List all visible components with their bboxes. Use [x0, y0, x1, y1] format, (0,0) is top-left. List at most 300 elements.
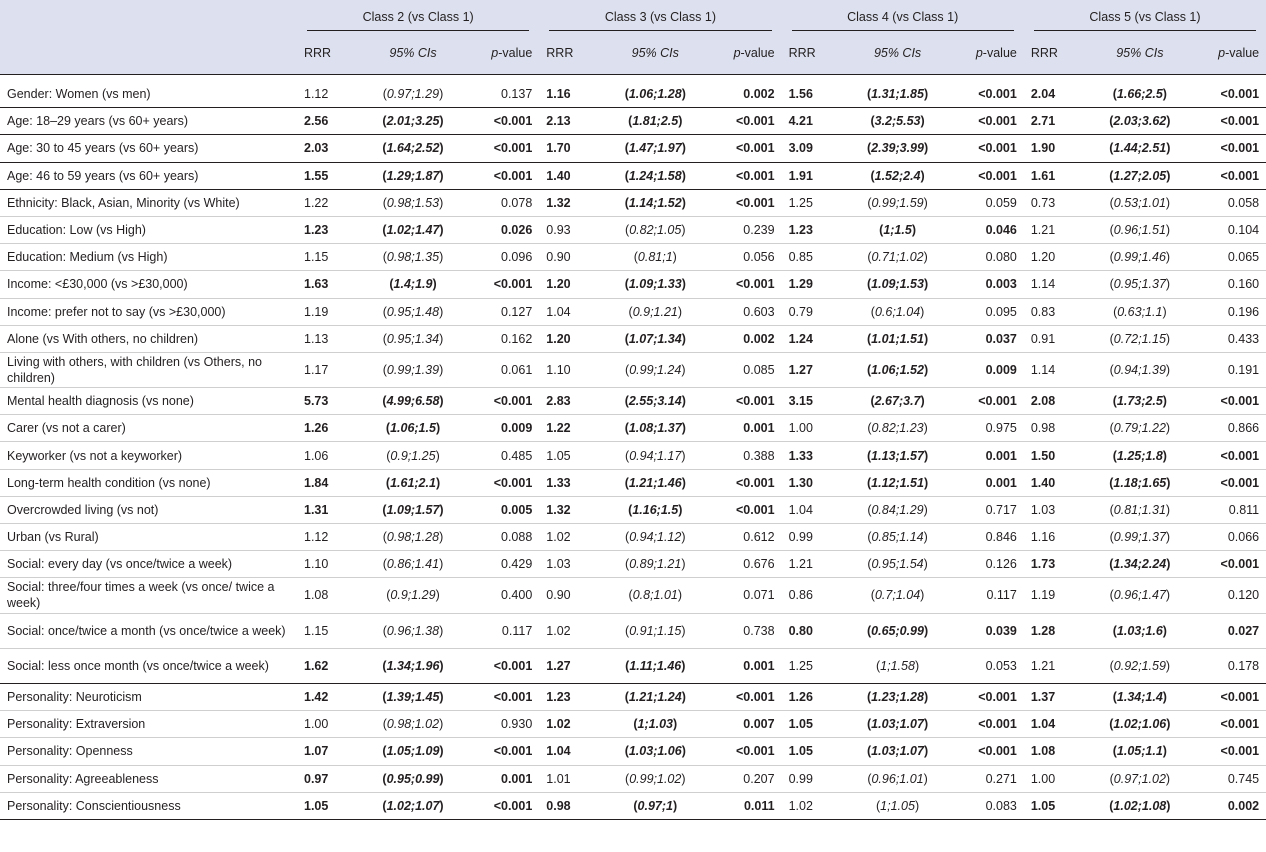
rrr-cell: 1.32	[539, 189, 600, 216]
rrr-cell: 1.01	[539, 765, 600, 792]
ci-cell: (1.64;2.52)	[358, 135, 468, 162]
rrr-cell: 1.05	[539, 442, 600, 469]
rrr-cell: 1.05	[1024, 792, 1085, 819]
p-value-cell: 0.056	[710, 244, 781, 271]
p-value-cell: 0.002	[710, 75, 781, 108]
p-value-cell: 0.126	[953, 551, 1024, 578]
ci-cell: (3.2;5.53)	[843, 108, 953, 135]
p-value-cell: 0.811	[1195, 496, 1266, 523]
rrr-cell: 1.03	[539, 551, 600, 578]
p-value-cell: <0.001	[953, 683, 1024, 710]
ci-cell: (1.52;2.4)	[843, 162, 953, 189]
p-value-column-header: p-value	[468, 31, 539, 75]
table-row	[0, 388, 1266, 415]
p-value-cell: 0.001	[953, 442, 1024, 469]
rrr-cell: 2.83	[539, 388, 600, 415]
rrr-cell: 0.86	[782, 578, 843, 613]
ci-cell: (1.29;1.87)	[358, 162, 468, 189]
row-label: Personality: Openness	[0, 738, 297, 765]
rrr-cell: 1.37	[1024, 683, 1085, 710]
ci-cell: (1.03;1.07)	[843, 711, 953, 738]
table-row	[0, 683, 1266, 710]
row-label: Carer (vs not a carer)	[0, 415, 297, 442]
rrr-cell: 1.26	[297, 415, 358, 442]
rrr-cell: 2.08	[1024, 388, 1085, 415]
ci-cell: (1.81;2.5)	[600, 108, 710, 135]
rrr-cell: 1.20	[539, 271, 600, 298]
ci-cell: (0.91;1.15)	[600, 613, 710, 648]
row-label: Ethnicity: Black, Asian, Minority (vs White)	[0, 189, 297, 216]
row-label: Urban (vs Rural)	[0, 524, 297, 551]
p-value-cell: <0.001	[1195, 683, 1266, 710]
p-value-cell: <0.001	[1195, 388, 1266, 415]
p-value-cell: <0.001	[1195, 442, 1266, 469]
ci-cell: (0.9;1.25)	[358, 442, 468, 469]
ci-cell: (1.02;1.08)	[1085, 792, 1195, 819]
p-value-cell: 0.738	[710, 613, 781, 648]
ci-cell: (0.63;1.1)	[1085, 298, 1195, 325]
rrr-column-header: RRR	[539, 31, 600, 75]
table-row	[0, 578, 1266, 613]
rrr-cell: 1.26	[782, 683, 843, 710]
ci-cell: (1.06;1.52)	[843, 352, 953, 387]
p-value-cell: 0.104	[1195, 216, 1266, 243]
ci-cell: (0.82;1.23)	[843, 415, 953, 442]
ci-cell: (0.96;1.47)	[1085, 578, 1195, 613]
p-value-cell: 0.001	[953, 469, 1024, 496]
rrr-cell: 0.83	[1024, 298, 1085, 325]
ci-cell: (0.95;0.99)	[358, 765, 468, 792]
corner-cell	[0, 0, 297, 31]
table-row	[0, 244, 1266, 271]
rrr-cell: 0.99	[782, 765, 843, 792]
rrr-cell: 1.20	[1024, 244, 1085, 271]
row-label: Education: Low (vs High)	[0, 216, 297, 243]
p-value-cell: <0.001	[468, 271, 539, 298]
ci-cell: (0.97;1)	[600, 792, 710, 819]
row-label: Income: <£30,000 (vs >£30,000)	[0, 271, 297, 298]
ci-cell: (1;1.5)	[843, 216, 953, 243]
ci-cell: (1.09;1.33)	[600, 271, 710, 298]
p-value-column-header: p-value	[953, 31, 1024, 75]
table-row	[0, 711, 1266, 738]
p-value-cell: <0.001	[468, 683, 539, 710]
ci-cell: (1.21;1.24)	[600, 683, 710, 710]
rrr-cell: 1.02	[539, 613, 600, 648]
ci-cell: (1.11;1.46)	[600, 648, 710, 683]
rrr-cell: 0.90	[539, 244, 600, 271]
rrr-cell: 1.33	[782, 442, 843, 469]
ci-cell: (1.34;1.96)	[358, 648, 468, 683]
p-value-cell: <0.001	[953, 135, 1024, 162]
rrr-cell: 1.02	[539, 524, 600, 551]
rrr-cell: 1.19	[1024, 578, 1085, 613]
ci-cell: (2.67;3.7)	[843, 388, 953, 415]
p-value-cell: 0.026	[468, 216, 539, 243]
class-group-header-row	[0, 0, 1266, 31]
p-value-cell: 0.120	[1195, 578, 1266, 613]
ci-cell: (1.01;1.51)	[843, 325, 953, 352]
table-row	[0, 325, 1266, 352]
p-value-cell: 0.866	[1195, 415, 1266, 442]
row-label: Social: three/four times a week (vs once/ twice a week)	[0, 578, 297, 613]
ci-cell: (0.96;1.38)	[358, 613, 468, 648]
rrr-cell: 1.90	[1024, 135, 1085, 162]
rrr-cell: 0.98	[1024, 415, 1085, 442]
rrr-cell: 1.23	[297, 216, 358, 243]
p-value-cell: 0.002	[1195, 792, 1266, 819]
class-group-header: Class 2 (vs Class 1)	[297, 0, 539, 31]
p-value-cell: <0.001	[1195, 469, 1266, 496]
ci-cell: (1.73;2.5)	[1085, 388, 1195, 415]
p-value-cell: 0.160	[1195, 271, 1266, 298]
p-value-cell: 0.001	[710, 648, 781, 683]
row-label: Age: 46 to 59 years (vs 60+ years)	[0, 162, 297, 189]
rrr-cell: 1.03	[1024, 496, 1085, 523]
row-label: Overcrowded living (vs not)	[0, 496, 297, 523]
rrr-cell: 1.31	[297, 496, 358, 523]
ci-cell: (0.98;1.02)	[358, 711, 468, 738]
ci-cell: (0.65;0.99)	[843, 613, 953, 648]
rrr-cell: 1.25	[782, 189, 843, 216]
ci-cell: (1.09;1.53)	[843, 271, 953, 298]
p-value-cell: 0.717	[953, 496, 1024, 523]
table-row	[0, 189, 1266, 216]
rrr-cell: 1.29	[782, 271, 843, 298]
p-value-cell: <0.001	[710, 189, 781, 216]
p-value-cell: 0.005	[468, 496, 539, 523]
ci-cell: (2.03;3.62)	[1085, 108, 1195, 135]
ci-cell: (1;1.05)	[843, 792, 953, 819]
table-row	[0, 648, 1266, 683]
p-value-cell: 0.603	[710, 298, 781, 325]
ci-cell: (1.12;1.51)	[843, 469, 953, 496]
table-row	[0, 135, 1266, 162]
rrr-cell: 1.40	[539, 162, 600, 189]
table-body	[0, 75, 1266, 820]
row-label: Personality: Agreeableness	[0, 765, 297, 792]
rrr-cell: 3.15	[782, 388, 843, 415]
corner-cell	[0, 31, 297, 75]
p-value-cell: 0.009	[953, 352, 1024, 387]
rrr-cell: 1.21	[1024, 648, 1085, 683]
p-value-cell: 0.027	[1195, 613, 1266, 648]
rrr-cell: 1.12	[297, 75, 358, 108]
p-value-cell: 0.745	[1195, 765, 1266, 792]
row-label: Mental health diagnosis (vs none)	[0, 388, 297, 415]
ci-cell: (1.02;1.07)	[358, 792, 468, 819]
row-label: Personality: Neuroticism	[0, 683, 297, 710]
p-value-cell: 0.066	[1195, 524, 1266, 551]
ci-cell: (0.97;1.29)	[358, 75, 468, 108]
rrr-cell: 1.15	[297, 613, 358, 648]
rrr-cell: 5.73	[297, 388, 358, 415]
ci-cell: (0.9;1.29)	[358, 578, 468, 613]
p-value-cell: 0.191	[1195, 352, 1266, 387]
ci-cell: (1.05;1.09)	[358, 738, 468, 765]
p-value-cell: 0.053	[953, 648, 1024, 683]
rrr-cell: 1.00	[297, 711, 358, 738]
ci-cell: (1.02;1.06)	[1085, 711, 1195, 738]
rrr-cell: 1.28	[1024, 613, 1085, 648]
rrr-cell: 1.24	[782, 325, 843, 352]
row-label: Alone (vs With others, no children)	[0, 325, 297, 352]
rrr-cell: 1.16	[539, 75, 600, 108]
rrr-cell: 0.99	[782, 524, 843, 551]
rrr-cell: 1.21	[782, 551, 843, 578]
rrr-cell: 0.80	[782, 613, 843, 648]
ci-cell: (1.23;1.28)	[843, 683, 953, 710]
p-value-cell: 0.078	[468, 189, 539, 216]
p-value-cell: 0.137	[468, 75, 539, 108]
p-value-cell: <0.001	[710, 738, 781, 765]
p-value-cell: <0.001	[710, 683, 781, 710]
p-value-cell: 0.196	[1195, 298, 1266, 325]
p-value-cell: 0.046	[953, 216, 1024, 243]
row-label: Keyworker (vs not a keyworker)	[0, 442, 297, 469]
row-label: Social: once/twice a month (vs once/twice a week)	[0, 613, 297, 648]
ci-cell: (0.6;1.04)	[843, 298, 953, 325]
ci-cell: (0.53;1.01)	[1085, 189, 1195, 216]
row-label: Income: prefer not to say (vs >£30,000)	[0, 298, 297, 325]
ci-cell: (0.99;1.59)	[843, 189, 953, 216]
p-value-cell: <0.001	[953, 108, 1024, 135]
p-value-cell: 0.007	[710, 711, 781, 738]
rrr-cell: 1.00	[782, 415, 843, 442]
rrr-cell: 1.84	[297, 469, 358, 496]
ci-cell: (0.95;1.48)	[358, 298, 468, 325]
ci-cell: (1.06;1.28)	[600, 75, 710, 108]
row-label: Education: Medium (vs High)	[0, 244, 297, 271]
ci-cell: (1.08;1.37)	[600, 415, 710, 442]
rrr-cell: 1.91	[782, 162, 843, 189]
row-label: Personality: Conscientiousness	[0, 792, 297, 819]
class-group-header: Class 5 (vs Class 1)	[1024, 0, 1266, 31]
rrr-cell: 1.07	[297, 738, 358, 765]
ci-cell: (0.99;1.37)	[1085, 524, 1195, 551]
ci-cell: (0.95;1.34)	[358, 325, 468, 352]
table-row	[0, 415, 1266, 442]
ci-cell: (1;1.03)	[600, 711, 710, 738]
p-value-cell: 0.061	[468, 352, 539, 387]
p-value-cell: 0.117	[468, 613, 539, 648]
rrr-cell: 1.05	[297, 792, 358, 819]
rrr-cell: 1.06	[297, 442, 358, 469]
ci-cell: (1.14;1.52)	[600, 189, 710, 216]
p-value-cell: 0.083	[953, 792, 1024, 819]
ci-cell: (0.72;1.15)	[1085, 325, 1195, 352]
rrr-cell: 0.98	[539, 792, 600, 819]
p-value-cell: <0.001	[1195, 551, 1266, 578]
p-value-cell: <0.001	[710, 108, 781, 135]
rrr-cell: 1.32	[539, 496, 600, 523]
rrr-cell: 1.04	[539, 298, 600, 325]
ci-cell: (0.96;1.51)	[1085, 216, 1195, 243]
rrr-cell: 1.20	[539, 325, 600, 352]
p-value-cell: <0.001	[468, 388, 539, 415]
rrr-column-header: RRR	[297, 31, 358, 75]
p-value-cell: <0.001	[468, 738, 539, 765]
rrr-cell: 1.30	[782, 469, 843, 496]
p-value-cell: 0.178	[1195, 648, 1266, 683]
rrr-cell: 1.42	[297, 683, 358, 710]
p-value-cell: 0.388	[710, 442, 781, 469]
rrr-cell: 1.05	[782, 711, 843, 738]
p-value-cell: <0.001	[1195, 135, 1266, 162]
p-value-cell: 0.039	[953, 613, 1024, 648]
class-group-header: Class 3 (vs Class 1)	[539, 0, 781, 31]
table-row	[0, 738, 1266, 765]
p-value-cell: 0.127	[468, 298, 539, 325]
p-value-cell: 0.207	[710, 765, 781, 792]
table-row	[0, 298, 1266, 325]
p-value-cell: 0.095	[953, 298, 1024, 325]
ci-cell: (0.7;1.04)	[843, 578, 953, 613]
rrr-cell: 1.62	[297, 648, 358, 683]
p-value-cell: 0.065	[1195, 244, 1266, 271]
p-value-cell: <0.001	[710, 469, 781, 496]
p-value-cell: <0.001	[953, 711, 1024, 738]
rrr-cell: 1.61	[1024, 162, 1085, 189]
rrr-column-header: RRR	[782, 31, 843, 75]
rrr-cell: 0.85	[782, 244, 843, 271]
p-value-cell: 0.975	[953, 415, 1024, 442]
ci-cell: (1.02;1.47)	[358, 216, 468, 243]
ci-cell: (0.71;1.02)	[843, 244, 953, 271]
rrr-cell: 2.13	[539, 108, 600, 135]
rrr-cell: 1.27	[782, 352, 843, 387]
ci-cell: (1.03;1.6)	[1085, 613, 1195, 648]
rrr-cell: 2.04	[1024, 75, 1085, 108]
table-row	[0, 216, 1266, 243]
ci-column-header: 95% CIs	[600, 31, 710, 75]
rrr-cell: 4.21	[782, 108, 843, 135]
p-value-cell: <0.001	[710, 388, 781, 415]
p-value-cell: <0.001	[468, 792, 539, 819]
row-label: Long-term health condition (vs none)	[0, 469, 297, 496]
rrr-cell: 0.93	[539, 216, 600, 243]
ci-cell: (1.07;1.34)	[600, 325, 710, 352]
table-row	[0, 496, 1266, 523]
rrr-cell: 3.09	[782, 135, 843, 162]
rrr-cell: 1.10	[539, 352, 600, 387]
rrr-cell: 1.23	[782, 216, 843, 243]
table-row	[0, 352, 1266, 387]
ci-cell: (0.99;1.02)	[600, 765, 710, 792]
rrr-cell: 1.21	[1024, 216, 1085, 243]
p-value-cell: 0.846	[953, 524, 1024, 551]
p-value-cell: <0.001	[1195, 738, 1266, 765]
p-value-cell: <0.001	[468, 135, 539, 162]
p-value-cell: <0.001	[1195, 162, 1266, 189]
ci-cell: (1.25;1.8)	[1085, 442, 1195, 469]
rrr-column-header: RRR	[1024, 31, 1085, 75]
rrr-cell: 1.23	[539, 683, 600, 710]
p-value-cell: <0.001	[710, 135, 781, 162]
p-value-cell: 0.088	[468, 524, 539, 551]
ci-cell: (0.8;1.01)	[600, 578, 710, 613]
rrr-cell: 0.79	[782, 298, 843, 325]
ci-cell: (1.06;1.5)	[358, 415, 468, 442]
rrr-cell: 1.25	[782, 648, 843, 683]
table-row	[0, 765, 1266, 792]
row-label: Age: 30 to 45 years (vs 60+ years)	[0, 135, 297, 162]
p-value-cell: 0.059	[953, 189, 1024, 216]
rrr-cell: 1.14	[1024, 352, 1085, 387]
rrr-cell: 1.02	[782, 792, 843, 819]
ci-cell: (1.18;1.65)	[1085, 469, 1195, 496]
p-value-cell: 0.085	[710, 352, 781, 387]
ci-cell: (0.86;1.41)	[358, 551, 468, 578]
p-value-cell: 0.612	[710, 524, 781, 551]
ci-cell: (1.34;2.24)	[1085, 551, 1195, 578]
rrr-cell: 1.12	[297, 524, 358, 551]
p-value-cell: 0.001	[710, 415, 781, 442]
ci-cell: (0.98;1.28)	[358, 524, 468, 551]
row-label: Personality: Extraversion	[0, 711, 297, 738]
rrr-cell: 1.33	[539, 469, 600, 496]
p-value-cell: 0.071	[710, 578, 781, 613]
row-label: Social: less once month (vs once/twice a week)	[0, 648, 297, 683]
p-value-cell: <0.001	[468, 469, 539, 496]
ci-cell: (0.79;1.22)	[1085, 415, 1195, 442]
ci-cell: (0.98;1.53)	[358, 189, 468, 216]
p-value-cell: 0.037	[953, 325, 1024, 352]
table-row	[0, 792, 1266, 819]
p-value-cell: 0.117	[953, 578, 1024, 613]
table-row	[0, 271, 1266, 298]
ci-cell: (1.61;2.1)	[358, 469, 468, 496]
ci-cell: (1.13;1.57)	[843, 442, 953, 469]
ci-cell: (1.27;2.05)	[1085, 162, 1195, 189]
ci-cell: (0.81;1)	[600, 244, 710, 271]
ci-cell: (0.97;1.02)	[1085, 765, 1195, 792]
ci-cell: (1.03;1.06)	[600, 738, 710, 765]
ci-cell: (4.99;6.58)	[358, 388, 468, 415]
rrr-cell: 1.02	[539, 711, 600, 738]
rrr-cell: 1.63	[297, 271, 358, 298]
ci-cell: (1.39;1.45)	[358, 683, 468, 710]
p-value-cell: 0.001	[468, 765, 539, 792]
p-value-cell: <0.001	[468, 108, 539, 135]
p-value-cell: 0.080	[953, 244, 1024, 271]
rrr-cell: 1.10	[297, 551, 358, 578]
p-value-cell: <0.001	[468, 162, 539, 189]
rrr-cell: 2.03	[297, 135, 358, 162]
p-value-cell: <0.001	[710, 271, 781, 298]
rrr-cell: 1.40	[1024, 469, 1085, 496]
p-value-column-header: p-value	[1195, 31, 1266, 75]
rrr-cell: 1.04	[1024, 711, 1085, 738]
p-value-cell: 0.400	[468, 578, 539, 613]
rrr-cell: 1.13	[297, 325, 358, 352]
rrr-cell: 1.00	[1024, 765, 1085, 792]
p-value-cell: 0.271	[953, 765, 1024, 792]
p-value-cell: <0.001	[468, 648, 539, 683]
row-label: Gender: Women (vs men)	[0, 75, 297, 108]
p-value-cell: <0.001	[953, 75, 1024, 108]
ci-cell: (0.9;1.21)	[600, 298, 710, 325]
rrr-cell: 1.22	[297, 189, 358, 216]
p-value-cell: 0.433	[1195, 325, 1266, 352]
ci-column-header: 95% CIs	[358, 31, 468, 75]
p-value-cell: <0.001	[710, 162, 781, 189]
ci-cell: (1;1.58)	[843, 648, 953, 683]
ci-cell: (0.85;1.14)	[843, 524, 953, 551]
rrr-cell: 0.97	[297, 765, 358, 792]
ci-cell: (1.24;1.58)	[600, 162, 710, 189]
ci-cell: (0.99;1.24)	[600, 352, 710, 387]
